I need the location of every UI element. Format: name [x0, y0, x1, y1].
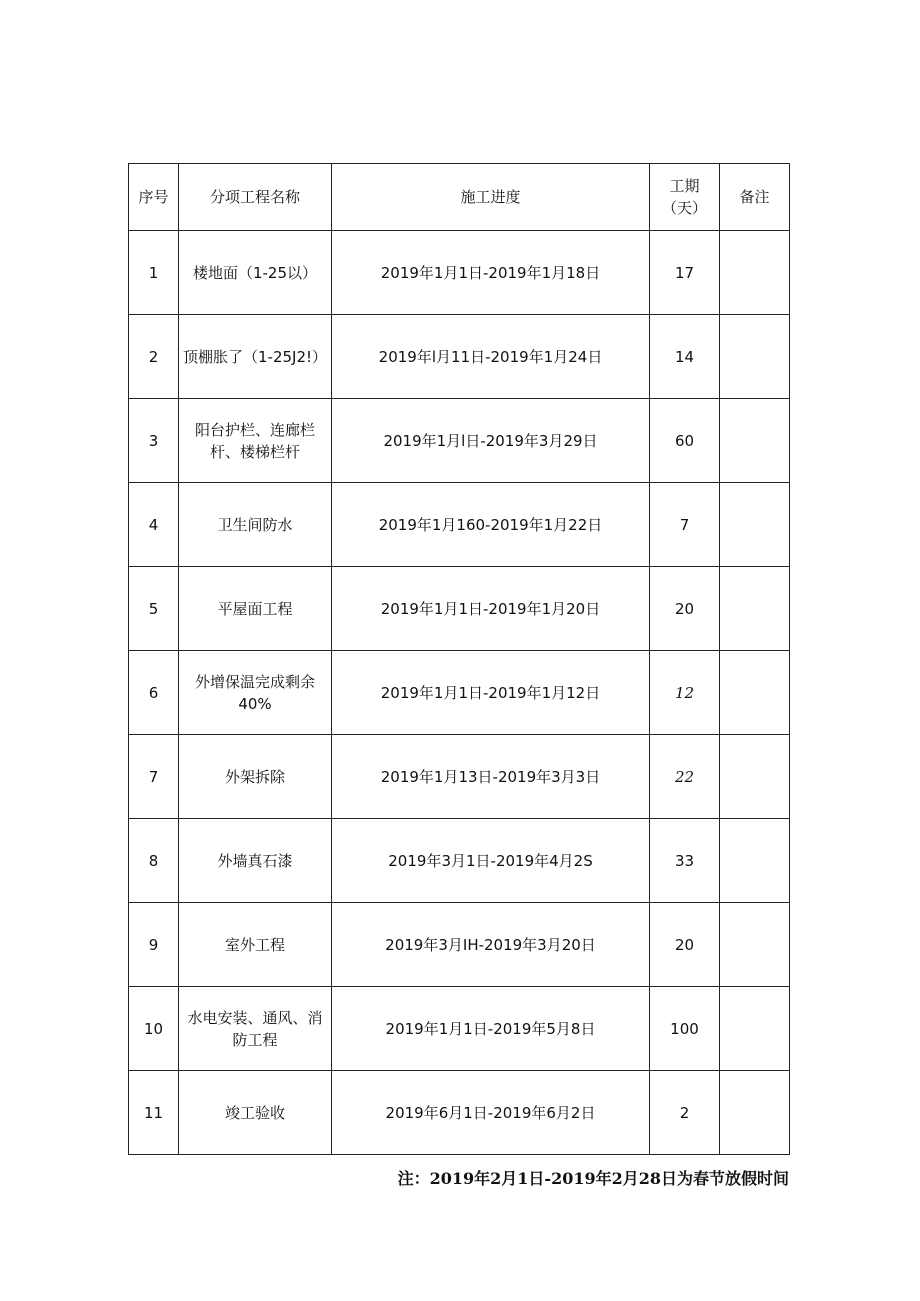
cell-remark	[720, 1071, 790, 1155]
cell-days: 33	[650, 819, 720, 903]
header-no: 序号	[129, 164, 179, 231]
cell-remark	[720, 651, 790, 735]
cell-progress: 2019年3月IH-2019年3月20日	[332, 903, 650, 987]
cell-days: 20	[650, 903, 720, 987]
cell-name: 楼地面（1-25以）	[179, 231, 332, 315]
cell-remark	[720, 231, 790, 315]
table-row	[129, 315, 790, 399]
cell-name: 室外工程	[179, 903, 332, 987]
cell-no: 3	[129, 399, 179, 483]
table-row	[129, 819, 790, 903]
cell-progress: 2019年1月1日-2019年1月18日	[332, 231, 650, 315]
cell-name: 外架拆除	[179, 735, 332, 819]
cell-progress: 2019年6月1日-2019年6月2日	[332, 1071, 650, 1155]
cell-no: 11	[129, 1071, 179, 1155]
cell-progress: 2019年1月1日-2019年1月12日	[332, 651, 650, 735]
cell-remark	[720, 483, 790, 567]
cell-progress: 2019年1月1日-2019年1月20日	[332, 567, 650, 651]
table-row	[129, 399, 790, 483]
cell-days: 17	[650, 231, 720, 315]
cell-name: 竣工验收	[179, 1071, 332, 1155]
table-row	[129, 231, 790, 315]
cell-no: 9	[129, 903, 179, 987]
construction-schedule-table	[128, 163, 790, 1155]
cell-no: 2	[129, 315, 179, 399]
cell-days: 22	[650, 735, 720, 819]
table-row	[129, 903, 790, 987]
table-row	[129, 651, 790, 735]
cell-no: 1	[129, 231, 179, 315]
cell-remark	[720, 987, 790, 1071]
table-row	[129, 735, 790, 819]
cell-days: 20	[650, 567, 720, 651]
cell-days: 60	[650, 399, 720, 483]
header-name: 分项工程名称	[179, 164, 332, 231]
cell-progress: 2019年1月l日-2019年3月29日	[332, 399, 650, 483]
cell-no: 10	[129, 987, 179, 1071]
cell-days: 12	[650, 651, 720, 735]
cell-days: 7	[650, 483, 720, 567]
table-header-row	[129, 164, 790, 231]
cell-remark	[720, 819, 790, 903]
cell-remark	[720, 315, 790, 399]
cell-name: 顶棚胀了（1-25J2!）	[179, 315, 332, 399]
cell-remark	[720, 567, 790, 651]
cell-progress: 2019年3月1日-2019年4月2S	[332, 819, 650, 903]
cell-no: 5	[129, 567, 179, 651]
table-row	[129, 567, 790, 651]
cell-no: 6	[129, 651, 179, 735]
cell-no: 8	[129, 819, 179, 903]
header-progress: 施工进度	[332, 164, 650, 231]
table-row	[129, 987, 790, 1071]
cell-no: 4	[129, 483, 179, 567]
cell-days: 2	[650, 1071, 720, 1155]
header-remark: 备注	[720, 164, 790, 231]
cell-name: 水电安装、通风、消防工程	[179, 987, 332, 1071]
cell-days: 100	[650, 987, 720, 1071]
cell-no: 7	[129, 735, 179, 819]
cell-days: 14	[650, 315, 720, 399]
cell-remark	[720, 903, 790, 987]
header-days: 工期（天）	[650, 164, 720, 231]
footnote: 注：2019年2月1日-2019年2月28日为春节放假时间	[397, 1169, 789, 1188]
cell-progress: 2019年1月1日-2019年5月8日	[332, 987, 650, 1071]
cell-name: 外增保温完成剩余40%	[179, 651, 332, 735]
cell-remark	[720, 735, 790, 819]
cell-name: 外墙真石漆	[179, 819, 332, 903]
cell-progress: 2019年1月13日-2019年3月3日	[332, 735, 650, 819]
cell-name: 平屋面工程	[179, 567, 332, 651]
cell-remark	[720, 399, 790, 483]
cell-progress: 2019年l月11日-2019年1月24日	[332, 315, 650, 399]
table-row	[129, 483, 790, 567]
cell-name: 卫生间防水	[179, 483, 332, 567]
table-row	[129, 1071, 790, 1155]
cell-progress: 2019年1月160-2019年1月22日	[332, 483, 650, 567]
cell-name: 阳台护栏、连廊栏杆、楼梯栏杆	[179, 399, 332, 483]
